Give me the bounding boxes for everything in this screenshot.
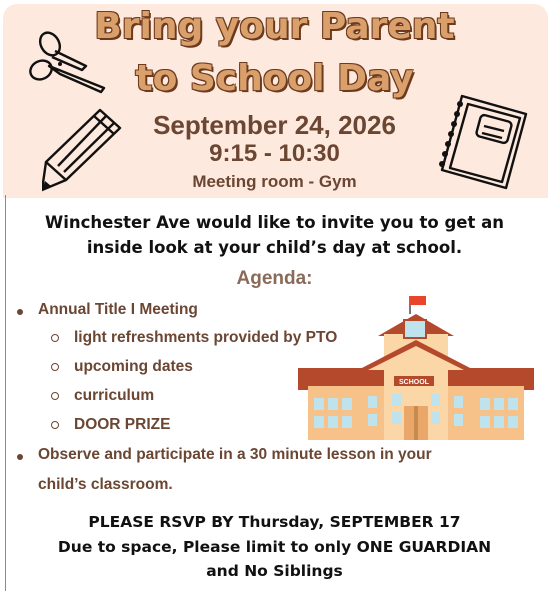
sub-bullet xyxy=(51,334,59,342)
invitation-text xyxy=(0,210,549,260)
event-time: 9:15 - 10:30 xyxy=(209,140,340,167)
bullet-dot xyxy=(17,309,23,315)
school-sign: SCHOOL xyxy=(399,379,429,386)
agenda-item-1: Annual Title I Meeting xyxy=(38,301,198,318)
sub-bullet xyxy=(51,392,59,400)
agenda-subitem: light refreshments provided by PTO xyxy=(74,329,338,346)
title-line-2: to School Day xyxy=(135,58,414,99)
sub-bullet xyxy=(51,363,59,371)
school-building-icon xyxy=(298,294,534,442)
guardian-limit-line-2: and No Siblings xyxy=(206,562,343,580)
agenda-heading: Agenda: xyxy=(236,268,313,289)
bullet-dot xyxy=(17,454,23,460)
agenda-item-2-line-2: child’s classroom. xyxy=(38,476,173,493)
event-date: September 24, 2026 xyxy=(153,110,396,140)
invitation-line-2: inside look at your child’s day at school. xyxy=(86,238,463,257)
guardian-limit-line-1: Due to space, Please limit to only ONE GUARDIAN xyxy=(57,538,492,556)
agenda-item-2-line-1: Observe and participate in a 30 minute lesson in your xyxy=(38,446,432,463)
agenda-subitem: upcoming dates xyxy=(74,358,193,375)
agenda-subitem: curriculum xyxy=(74,387,155,404)
rsvp-notice: PLEASE RSVP BY Thursday, SEPTEMBER 17 xyxy=(88,513,461,531)
sub-bullet xyxy=(51,421,59,429)
invitation-line-1: Winchester Ave would like to invite you to get an xyxy=(45,213,504,232)
event-location: Meeting room - Gym xyxy=(192,172,357,191)
title-line-1: Bring your Parent xyxy=(94,6,455,47)
agenda-subitem: DOOR PRIZE xyxy=(74,416,171,433)
